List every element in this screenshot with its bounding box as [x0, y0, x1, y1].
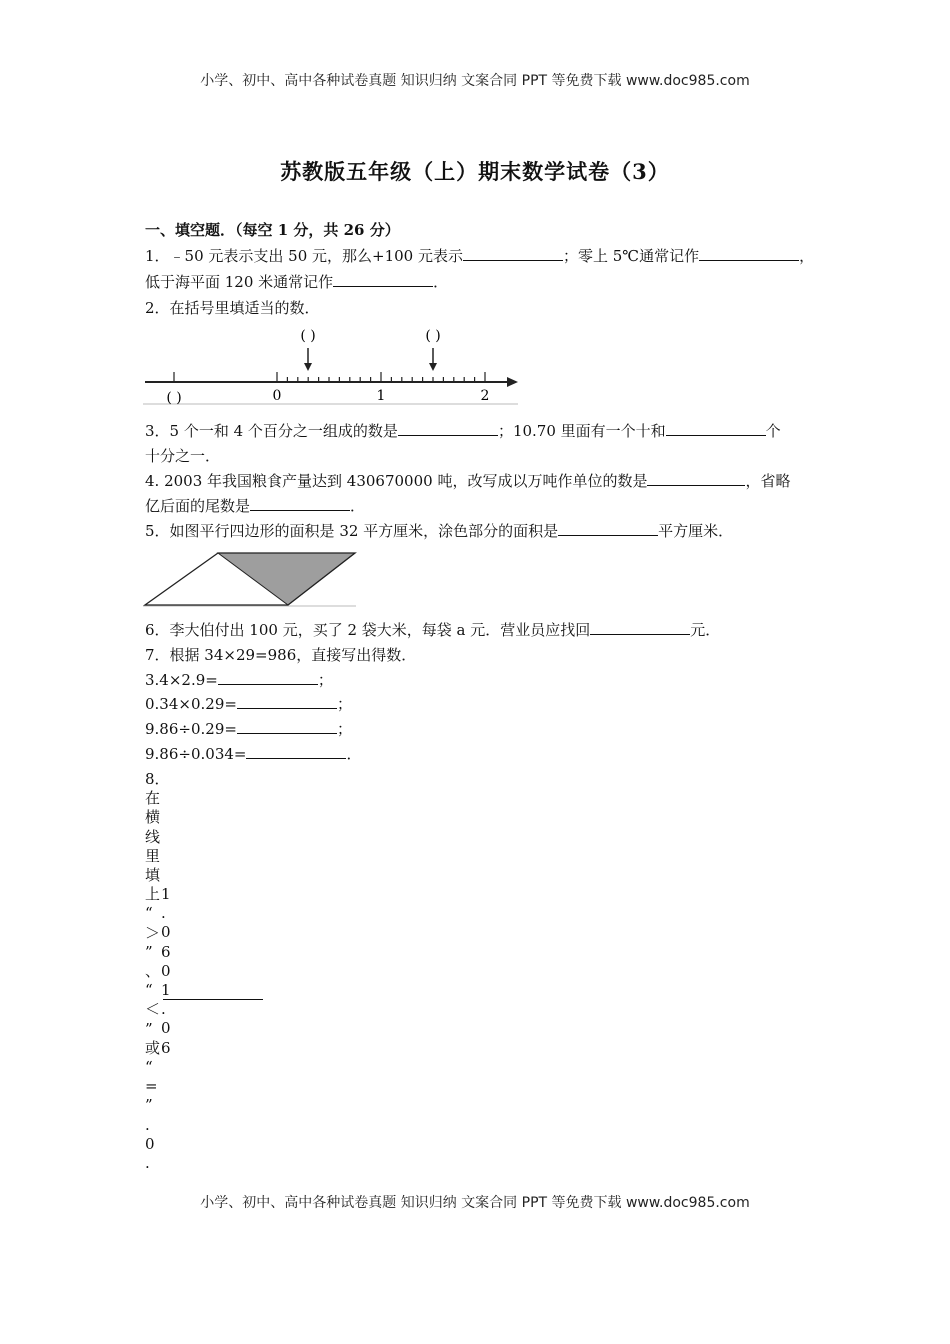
q7-item [145, 744, 362, 764]
down-arrow-icon [429, 348, 437, 371]
number-line-ticks [174, 372, 485, 382]
q7-expr: 3.4×2.9= [145, 671, 218, 689]
shaded-triangle [218, 553, 355, 605]
section-heading: 一、填空题．（每空 1 分，共 26 分） [145, 221, 400, 239]
q1-text-d: 低于海平面 120 米通常记作 [145, 273, 334, 291]
q8-char: ＞ [145, 923, 161, 942]
question-6 [145, 620, 720, 640]
question-4-line-2 [145, 496, 365, 516]
q8-digit: 6 [161, 1038, 171, 1057]
q8-char: “ [145, 981, 153, 1000]
answer-blank[interactable] [647, 471, 745, 486]
answer-paren-up-1[interactable]: ( ) [300, 328, 316, 344]
q8-char: 8． [145, 770, 170, 788]
q6-text-b: 元． [690, 621, 721, 639]
axis-arrowhead [507, 377, 518, 387]
q8-char: 上 [145, 885, 161, 904]
down-arrow-icon [304, 348, 312, 371]
question-3-line-2: 十分之一． [145, 447, 221, 465]
q4-text-d: ． [350, 497, 366, 515]
q8-digit: 0 [161, 923, 171, 942]
number-line-figure [143, 320, 523, 410]
q8-digit: . [161, 1000, 166, 1019]
answer-blank[interactable] [163, 985, 263, 1000]
q4-text-c: 亿后面的尾数是 [145, 497, 251, 515]
page-header: 小学、初中、高中各种试卷真题 知识归纳 文案合同 PPT 等免费下载 www.doc985.com [200, 73, 750, 89]
q8-char: ＜ [145, 1000, 161, 1019]
q7-end: ； [336, 695, 352, 713]
q8-digit: . [161, 904, 166, 923]
q8-char: 或 [145, 1038, 161, 1057]
answer-blank[interactable] [590, 620, 690, 635]
answer-blank[interactable] [398, 421, 498, 436]
tick-label-1: 1 [376, 388, 386, 404]
answer-blank[interactable] [463, 246, 563, 261]
q6-text-a: 6．李大伯付出 100 元，买了 2 袋大米，每袋 a 元．营业员应找回 [145, 621, 591, 639]
q7-expr: 9.86÷0.29= [145, 720, 237, 738]
q3-text-b: ；10.70 里面有一个十和 [497, 422, 666, 440]
answer-blank[interactable] [333, 272, 433, 287]
q8-char: . [145, 1154, 150, 1173]
q7-end: ； [336, 720, 352, 738]
q8-digit: 0 [161, 1019, 171, 1038]
q8-char: ” [145, 942, 153, 961]
q8-char: “ [145, 904, 153, 923]
answer-blank[interactable] [666, 421, 766, 436]
page-title: 苏教版五年级（上）期末数学试卷（3） [280, 159, 670, 184]
tick-label-2: 2 [480, 388, 490, 404]
q7-item [145, 670, 333, 690]
answer-blank[interactable] [246, 744, 346, 759]
q7-expr: 0.34×0.29= [145, 695, 237, 713]
q8-char: 填 [145, 866, 161, 885]
q8-char: 线 [145, 827, 161, 846]
answer-blank[interactable] [237, 719, 337, 734]
answer-blank[interactable] [558, 521, 658, 536]
q1-text-a: 1．﹣50 元表示支出 50 元，那么+100 元表示 [145, 247, 463, 265]
answer-paren-left[interactable]: ( ) [166, 390, 182, 406]
question-5 [145, 521, 733, 541]
question-4-line-1 [145, 471, 790, 491]
q7-end: ； [317, 671, 333, 689]
question-1-line-1 [145, 246, 814, 266]
q8-char: ” [145, 1096, 153, 1115]
question-2: 2．在括号里填适当的数． [145, 299, 320, 317]
q3-text-a: 3．5 个一和 4 个百分之一组成的数是 [145, 422, 398, 440]
q1-text-e: ． [433, 273, 449, 291]
answer-paren-up-2[interactable]: ( ) [425, 328, 441, 344]
q1-text-c: ， [799, 247, 815, 265]
q5-text-b: 平方厘米． [658, 522, 734, 540]
answer-blank[interactable] [250, 496, 350, 511]
q3-text-c: 个 [765, 422, 781, 440]
q8-char: = [145, 1077, 158, 1096]
q8-digit: 1 [161, 885, 171, 903]
q7-end: ． [346, 745, 362, 763]
q7-item [145, 694, 352, 714]
q8-char: 在 [145, 789, 161, 808]
q4-text-a: 4. 2003 年我国粮食产量达到 430670000 吨，改写成以万吨作单位的数是 [145, 472, 648, 490]
question-1-line-2 [145, 272, 448, 292]
q8-char: 横 [145, 808, 161, 827]
q7-item [145, 719, 352, 739]
answer-blank[interactable] [218, 670, 318, 685]
answer-blank[interactable] [699, 246, 799, 261]
question-8-number-column [161, 885, 181, 1058]
parallelogram-figure [143, 550, 363, 610]
question-3-line-1 [145, 421, 781, 441]
q8-char: “ [145, 1058, 153, 1077]
q5-text-a: 5．如图平行四边形的面积是 32 平方厘米，涂色部分的面积是 [145, 522, 559, 540]
q8-digit: 0 [161, 961, 171, 980]
q8-char: 0 [145, 1134, 155, 1153]
q7-expr: 9.86÷0.034= [145, 745, 247, 763]
q8-digit: 1 [161, 981, 171, 1000]
tick-label-0: 0 [272, 388, 282, 404]
q4-text-b: ，省略 [745, 472, 791, 490]
answer-blank[interactable] [237, 694, 337, 709]
q1-text-b: ；零上 5℃通常记作 [563, 247, 700, 265]
q8-char: 里 [145, 846, 161, 865]
q8-char: ” [145, 1019, 153, 1038]
question-7: 7．根据 34×29=986，直接写出得数． [145, 646, 417, 664]
page-footer: 小学、初中、高中各种试卷真题 知识归纳 文案合同 PPT 等免费下载 www.doc985.com [200, 1195, 750, 1211]
q8-digit: 6 [161, 942, 171, 961]
q8-char: . [145, 1115, 150, 1134]
q8-char: 、 [145, 962, 161, 981]
